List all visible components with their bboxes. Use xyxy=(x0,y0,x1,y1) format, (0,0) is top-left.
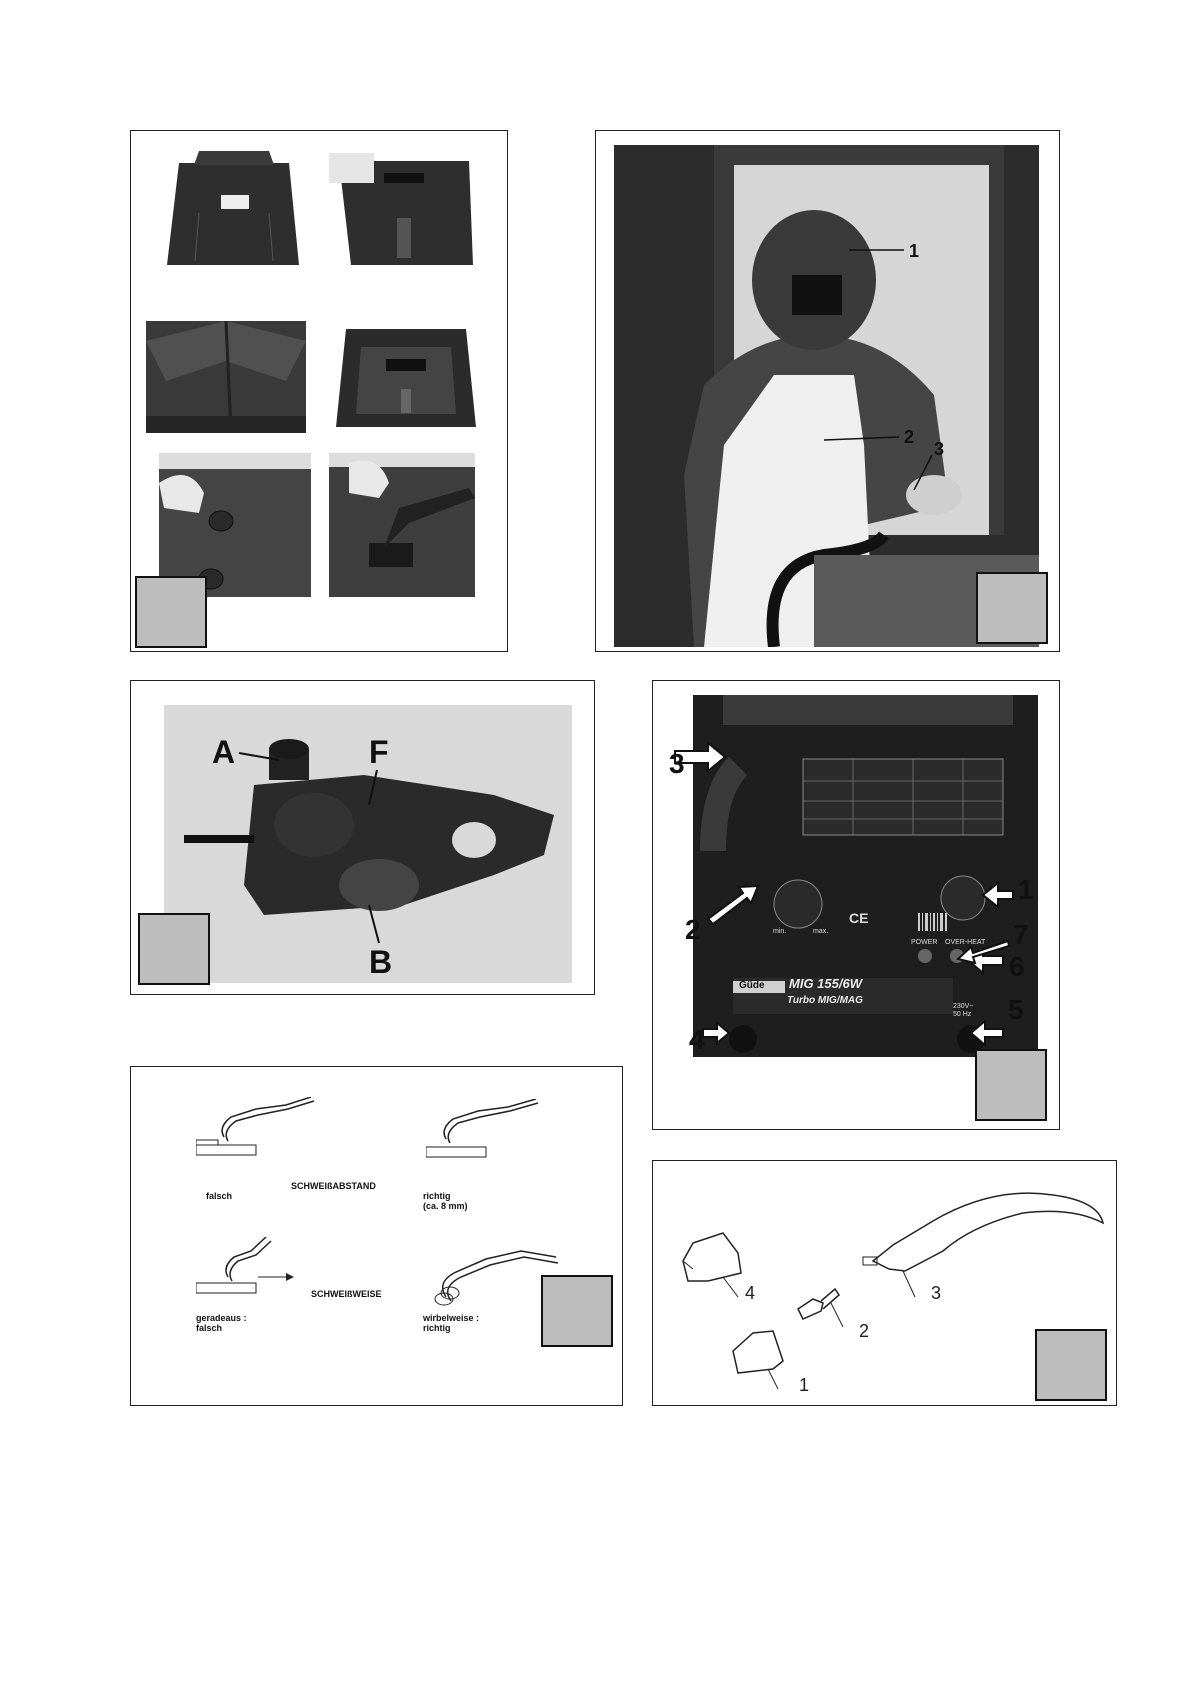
power-label: POWER xyxy=(911,939,938,946)
feeder-photo xyxy=(164,705,572,983)
model-sub-label: Turbo MIG/MAG xyxy=(787,995,863,1006)
panel-machine-front xyxy=(652,680,1060,1130)
model-label: MIG 155/6W xyxy=(789,976,862,991)
callout-6: 6 xyxy=(1009,951,1025,982)
figure-number-box xyxy=(1035,1329,1107,1401)
assembly-photo-4 xyxy=(326,319,486,433)
voltage-label: 230V~ 50 Hz xyxy=(953,1003,974,1018)
callout-1: 1 xyxy=(909,241,920,261)
callout-1: 1 xyxy=(1018,874,1034,905)
callout-B: B xyxy=(369,944,393,980)
ce-mark: CE xyxy=(849,910,869,926)
brand-label: Güde xyxy=(739,980,765,991)
callout-2: 2 xyxy=(859,1321,870,1341)
heading-distance: SCHWEIßABSTAND xyxy=(291,1181,376,1191)
callout-1: 1 xyxy=(799,1375,810,1395)
panel-wire-feeder xyxy=(130,680,595,995)
torch-drawing-straight xyxy=(196,1237,326,1309)
panel-protective-gear xyxy=(595,130,1060,652)
figure-number-box xyxy=(541,1275,613,1347)
figure-number-box xyxy=(976,572,1048,644)
assembly-photo-3 xyxy=(146,321,306,433)
dial-min-label: min. xyxy=(773,928,787,935)
callout-3: 3 xyxy=(931,1283,942,1303)
callout-7: 7 xyxy=(1013,919,1029,950)
figure-number-box xyxy=(135,576,207,648)
label-swirl: wirbelweise : xyxy=(423,1313,480,1323)
label-wrong-distance: falsch xyxy=(206,1191,233,1201)
assembly-photo-2 xyxy=(329,143,479,273)
dial-max-label: max. xyxy=(813,928,829,935)
callout-4: 4 xyxy=(689,1024,705,1055)
panel-torch-parts xyxy=(652,1160,1117,1406)
label-swirl-verdict: richtig xyxy=(423,1323,451,1333)
label-straight-verdict: falsch xyxy=(196,1323,223,1333)
callout-2: 2 xyxy=(685,914,701,945)
callout-3: 3 xyxy=(669,748,685,779)
figure-number-box xyxy=(138,913,210,985)
torch-drawing-distance-right xyxy=(426,1099,556,1169)
callout-3: 3 xyxy=(934,439,945,459)
callout-2: 2 xyxy=(904,427,915,447)
assembly-photo-1 xyxy=(159,143,309,273)
callout-F: F xyxy=(369,734,389,770)
torch-drawing-distance-wrong xyxy=(196,1097,326,1167)
label-right-distance: richtig xyxy=(423,1191,451,1201)
callout-4: 4 xyxy=(745,1283,756,1303)
panel-welding-technique xyxy=(130,1066,623,1406)
callout-5: 5 xyxy=(1008,994,1024,1025)
heading-method: SCHWEIßWEISE xyxy=(311,1289,382,1299)
panel-mask-assembly xyxy=(130,130,508,652)
label-right-distance-note: (ca. 8 mm) xyxy=(423,1201,468,1211)
assembly-photo-6 xyxy=(329,453,475,597)
callout-A: A xyxy=(212,734,236,770)
figure-number-box xyxy=(975,1049,1047,1121)
overheat-label: OVER-HEAT xyxy=(945,939,986,946)
label-straight: geradeaus : xyxy=(196,1313,247,1323)
